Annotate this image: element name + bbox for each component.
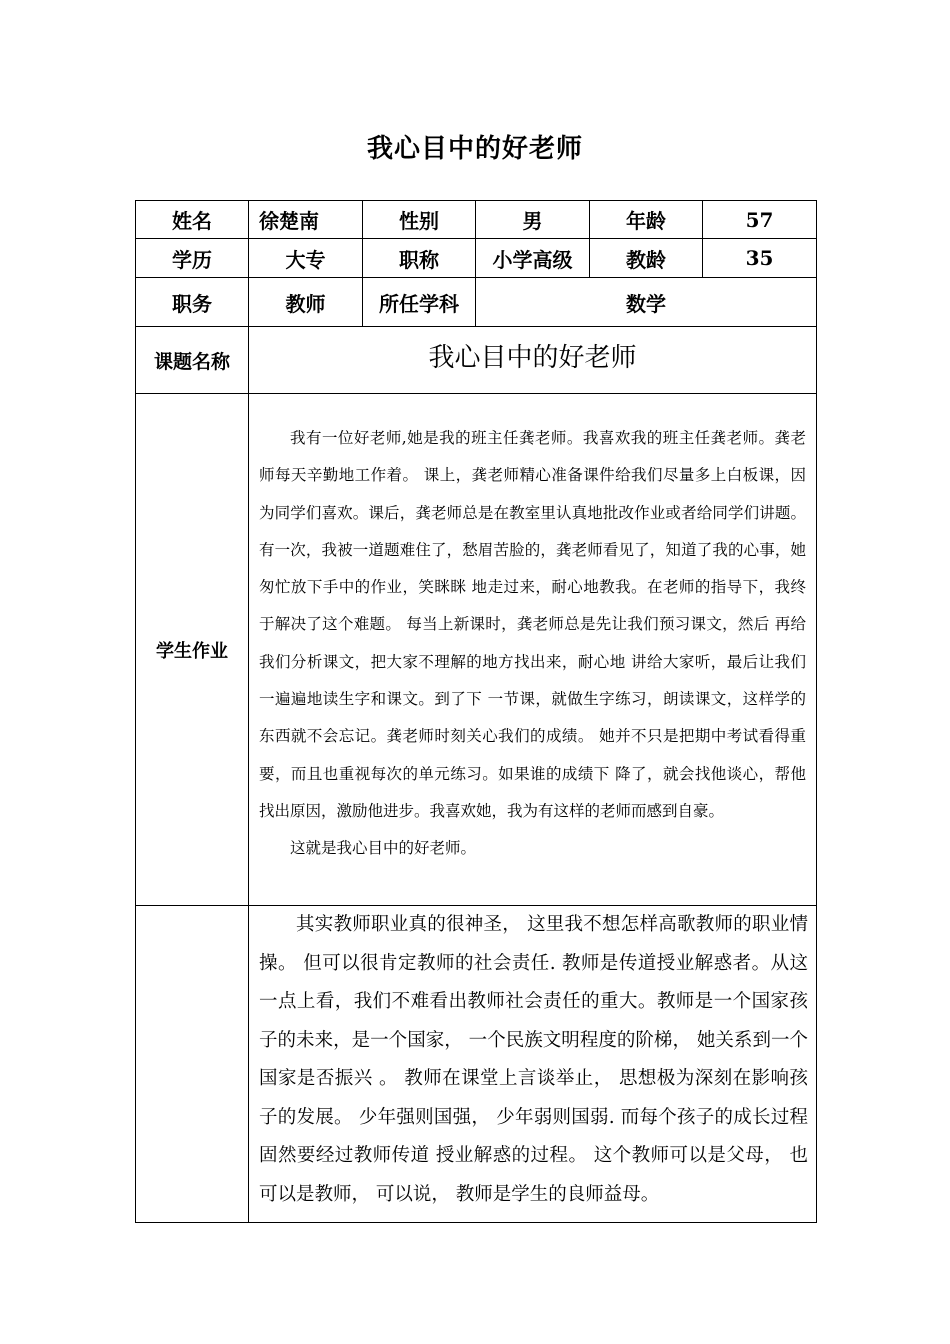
name-value: 徐楚南 (249, 201, 363, 239)
position-label: 职务 (136, 278, 249, 327)
table-row (136, 327, 817, 394)
position-value: 教师 (249, 278, 363, 327)
gender-label: 性别 (363, 201, 476, 239)
gender-value: 男 (476, 201, 590, 239)
reflection-label (136, 906, 249, 1223)
reflection-text-cell (249, 906, 817, 1223)
subject-value: 数学 (476, 278, 817, 327)
table-row (136, 201, 817, 239)
teacher-info-table (135, 200, 817, 1223)
essay-paragraph: 我有一位好老师,她是我的班主任龚老师。我喜欢我的班主任龚老师。龚老师每天辛勤地工作着。 课上，龚老师精心准备课件给我们尽量多上白板课，因为同学们喜欢。课后，龚老师总是在教室里认真地批改作业或者给同学们讲题。有一次，我被一道题难住了，愁眉苦脸的，龚老师看见了，知道了我的心事，她匆忙放下手中的作业，笑眯眯 地走过来，耐心地教我。在老师的指导下，我终于解决了这个难题。 每当上新课时，龚老师总是先让我们预习课文，然后 再给我们分析课文，把大家不理解的地方找出来，耐心地 讲给大家听，最后让我们一遍遍地读生字和课文。到了下 一节课，就做生字练习，朗读课文，这样学的东西就不会忘记。龚老师时刻关心我们的成绩。 她并不只是把期中考试看得重要，而且也重视每次的单元练习。如果谁的成绩下 降了，就会找他谈心，帮他找出原因，激励他进步。我喜欢她，我为有这样的老师而感到自豪。 (259, 429, 806, 820)
essay-paragraph: 这就是我心目中的好老师。 (290, 839, 477, 858)
table-row (136, 394, 817, 906)
teaching-years-label: 教龄 (590, 239, 703, 278)
table-row (136, 278, 817, 327)
homework-label: 学生作业 (136, 394, 249, 906)
homework-essay (249, 394, 817, 906)
topic-value: 我心目中的好老师 (249, 327, 817, 394)
table-row (136, 239, 817, 278)
age-label: 年龄 (590, 201, 703, 239)
rank-label: 职称 (363, 239, 476, 278)
table-row (136, 906, 817, 1223)
subject-label: 所任学科 (363, 278, 476, 327)
rank-value: 小学高级 (476, 239, 590, 278)
age-value: 57 (703, 201, 817, 239)
name-label: 姓名 (136, 201, 249, 239)
reflection-paragraph: 其实教师职业真的很神圣， 这里我不想怎样高歌教师的职业情操。 但可以很肯定教师的社会责任. 教师是传道授业解惑者。从这一点上看，我们不难看出教师社会责任的重大。教师是一个国家孩子的未来，是一个国家， 一个民族文明程度的阶梯， 她关系到一个国家是否振兴 。 教师在课堂上言谈举止， 思想极为深刻在影响孩子的发展。 少年强则国强， 少年弱则国弱. 而每个孩子的成长过程固然要经过教师传道 授业解惑的过程。 这个教师可以是父母， 也可以是教师， 可以说， 教师是学生的良师益母。 (259, 914, 808, 1205)
page-title: 我心目中的好老师 (366, 134, 583, 164)
education-label: 学历 (136, 239, 249, 278)
education-value: 大专 (249, 239, 363, 278)
teaching-years-value: 35 (703, 239, 817, 278)
topic-label: 课题名称 (136, 327, 249, 394)
